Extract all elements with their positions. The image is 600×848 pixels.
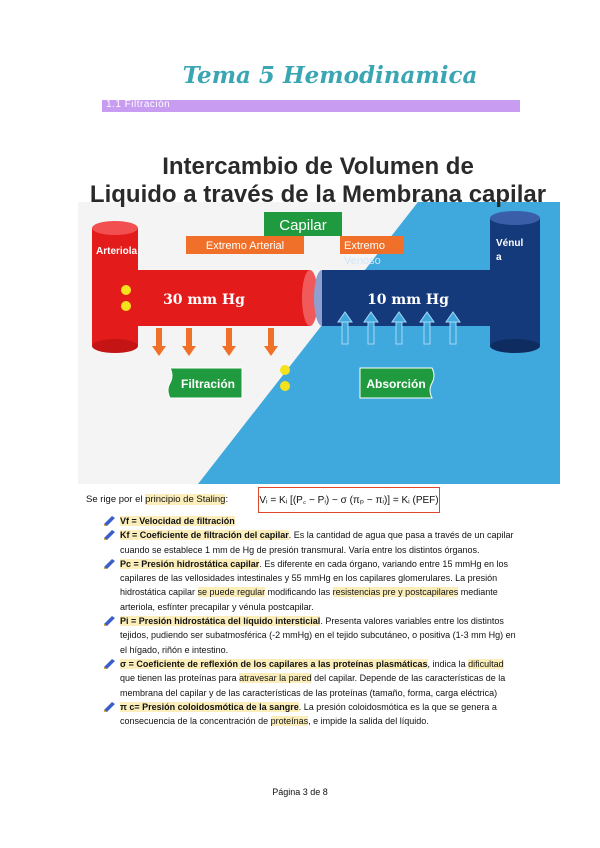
pen-bullet-icon [104, 659, 115, 669]
venous-pressure: 10 mm Hg [367, 292, 449, 308]
figure-heading-1: Intercambio de Volumen de [162, 153, 474, 180]
definition-highlight: se puede regular [197, 587, 266, 598]
venula-label-2: a [496, 252, 502, 263]
definition-highlight: resistencias pre y postcapilares [332, 587, 459, 598]
arteriola-top [92, 221, 138, 235]
filtracion-label: Filtración [180, 377, 236, 391]
principle-prefix: Se rige por el [86, 494, 146, 505]
definition-term: π c= Presión coloidosmótica de la sangre [120, 701, 299, 712]
definition-term: Vf = Velocidad de filtración [120, 516, 235, 526]
principle-suffix: : [225, 494, 229, 505]
definition-term: Pi = Presión hidrostática del líquido intersticial [120, 616, 321, 627]
definition-text: , indica la [427, 658, 469, 669]
definition-text: mediante arteriola, esfínter precapilar y vénula postcapilar. [120, 587, 498, 612]
extremo-venoso-label-2: Venoso [344, 255, 381, 267]
extremo-venoso-label-1: Extremo [344, 240, 385, 252]
principle-highlight: principio de Staling [145, 494, 226, 505]
list-item [104, 528, 516, 557]
definition-text: del capilar. Depende de las características de la membrana del capilar y de las características de las proteínas (tamaño, forma, carga eléctrica) [120, 673, 506, 698]
list-item [104, 514, 516, 528]
particle [121, 285, 131, 295]
definition-text: . Es la cantidad de agua que pasa a través de un capilar cuando se establece 1 mm de Hg de presión transmural. Varía entre los distintos órganos. [120, 530, 514, 555]
list-item [104, 700, 516, 729]
extremo-arterial-label: Extremo Arterial [205, 240, 285, 252]
arterial-pressure: 30 mm Hg [163, 292, 245, 308]
particle [121, 301, 131, 311]
definition-highlight: atravesar la pared [239, 673, 312, 684]
definitions-list [104, 514, 516, 728]
page-title: Tema 5 Hemodinamica [182, 62, 478, 89]
capillary-exchange-figure [78, 122, 560, 484]
venula-label-1: Vénul [496, 238, 524, 249]
definition-text: , e impide la salida del líquido. [308, 716, 429, 727]
section-heading: 1.1 Filtración [106, 99, 171, 110]
definition-term: Pc = Presión hidrostática capilar [120, 558, 260, 569]
arteriola-label: Arteriola [96, 246, 138, 257]
list-item [104, 557, 516, 614]
definition-highlight: proteínas [270, 716, 309, 727]
definition-text: . La presión coloidosmótica es la que se genera a consecuencia de la concentración de [120, 701, 497, 727]
list-item [104, 657, 516, 700]
venula-top [490, 211, 540, 225]
definition-term: Kf = Coeficiente de filtración del capilar [120, 530, 289, 541]
principle-line [86, 494, 228, 505]
definition-text: . Presenta valores variables entre los distintos tejidos, pudiendo ser subatmosférica (-2 mmHg) en el tejido subcutáneo, o positiva (1-3 mm Hg) en el hígado, riñón e intestino. [120, 616, 516, 655]
pen-bullet-icon [104, 702, 115, 712]
pen-bullet-icon [104, 530, 115, 540]
definition-text: . Es diferente en cada órgano, variando entre 15 mmHg en los capilares de las vellosidades intestinales y 55 mmHg en los capilares glomerulares. La presión hidrostática capilar [120, 558, 508, 598]
definition-term: σ = Coeficiente de reflexión de los capilares a las proteínas plasmáticas [120, 658, 428, 669]
capilar-label: Capilar [279, 217, 327, 234]
particle [280, 381, 290, 391]
list-item [104, 614, 516, 657]
staling-formula: Vᵢ = Kᵢ [(P꜀ − Pᵢ) − σ (πₚ − πᵢ)] = Kᵢ (PEF) [258, 487, 440, 513]
pen-bullet-icon [104, 516, 115, 526]
definition-text: modificando las [265, 587, 333, 598]
pen-bullet-icon [104, 616, 115, 626]
absorcion-label: Absorción [366, 377, 426, 391]
figure-heading-2: Liquido a través de la Membrana capilar [89, 181, 547, 208]
definition-highlight: dificultad [468, 658, 504, 669]
section-heading-bar [102, 100, 520, 112]
particle [280, 365, 290, 375]
pen-bullet-icon [104, 559, 115, 569]
page-footer: Página 3 de 8 [272, 787, 328, 797]
definition-text: que tienen las proteínas para [120, 673, 240, 684]
